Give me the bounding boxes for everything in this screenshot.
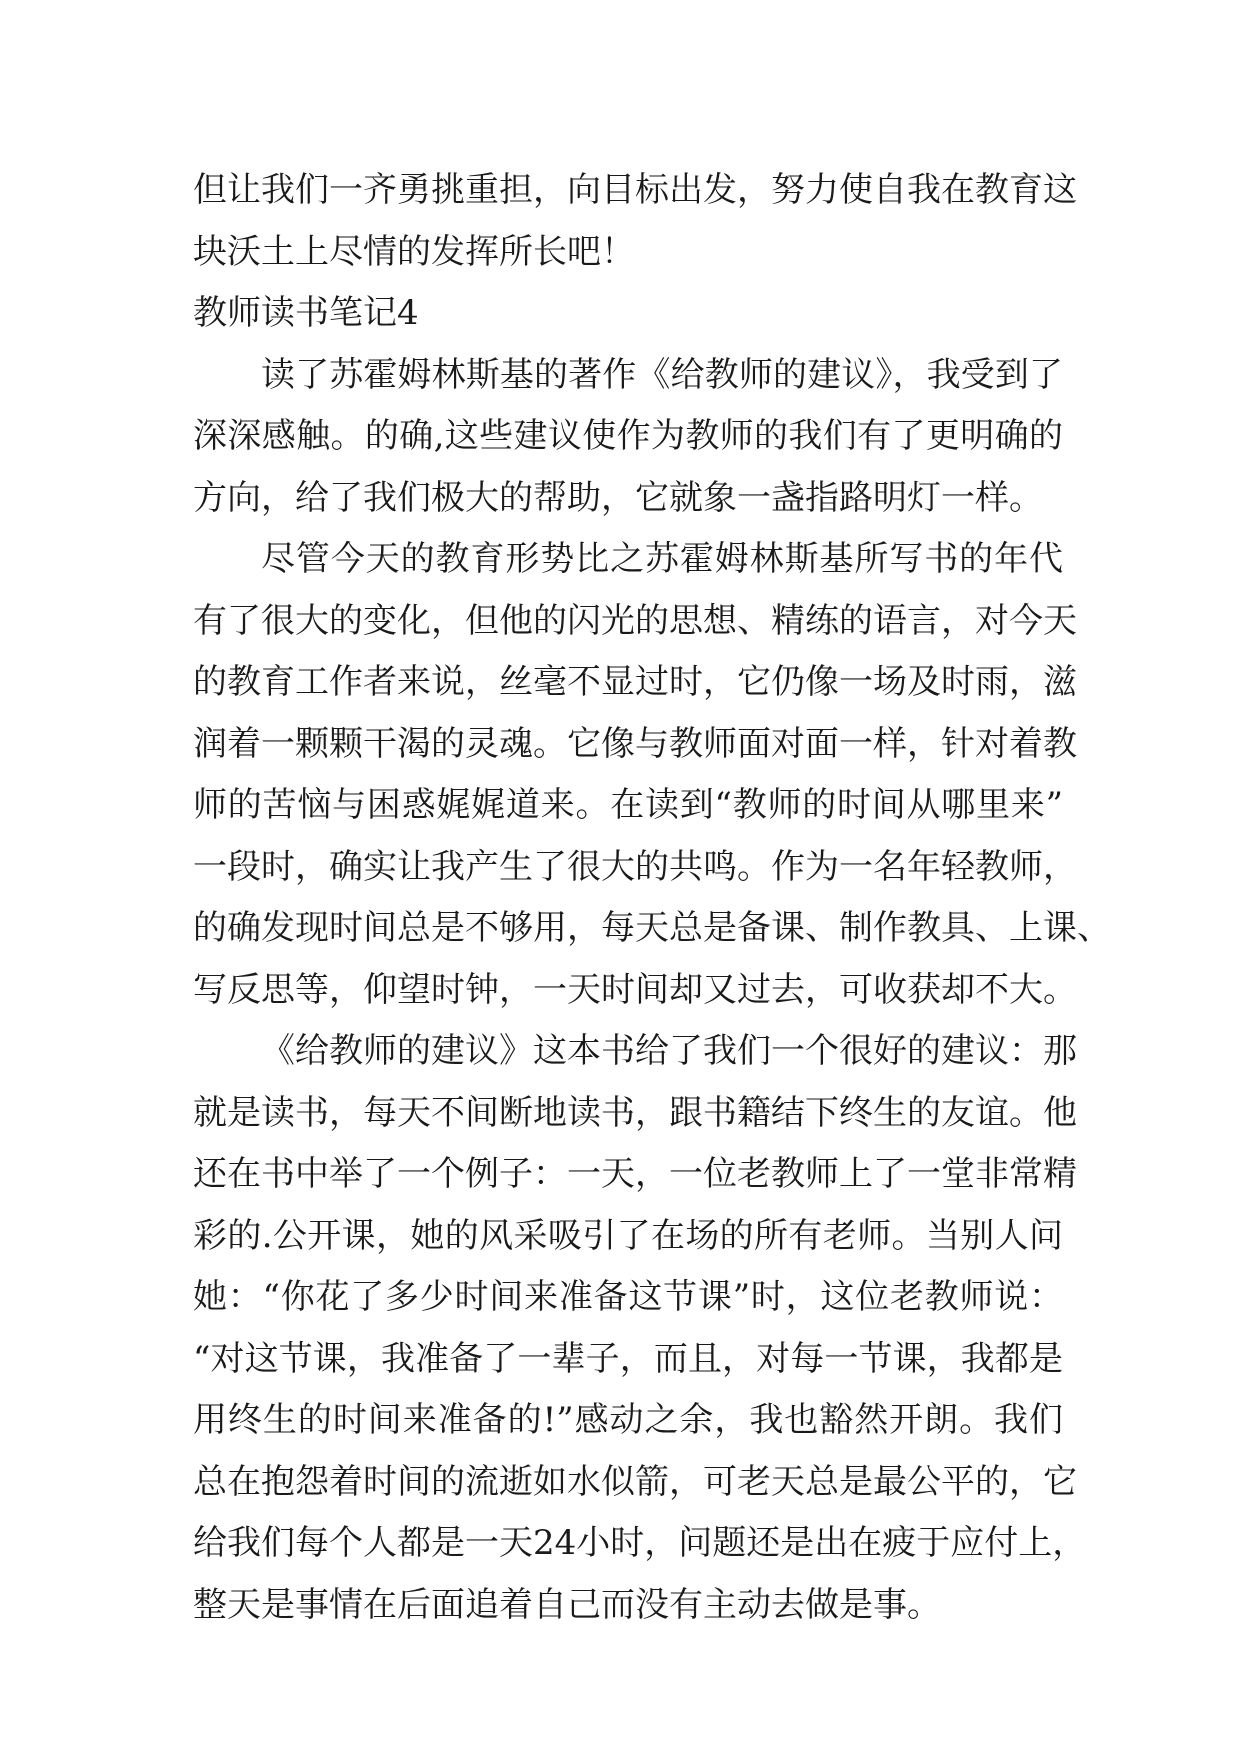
text-line: 就是读书，每天不间断地读书，跟书籍结下终生的友谊。他 [193, 1092, 1077, 1133]
opening-paragraph [193, 160, 1077, 283]
text-line: 有了很大的变化，但他的闪光的思想、精练的语言，对今天 [193, 600, 1077, 641]
text-line: “对这节课，我准备了一辈子，而且，对每一节课，我都是 [193, 1338, 1063, 1379]
text-line: 润着一颗颗干渴的灵魂。它像与教师面对面一样，针对着教 [193, 723, 1077, 764]
text-line: 一段时，确实让我产生了很大的共鸣。作为一名年轻教师， [193, 846, 1077, 887]
document-body [193, 160, 1111, 1636]
text-line: 写反思等，仰望时钟，一天时间却又过去，可收获却不大。 [193, 969, 1077, 1010]
text-line: 师的苦恼与困惑娓娓道来。在读到“教师的时间从哪里来” [193, 785, 1063, 825]
text-line: 整天是事情在后面追着自己而没有主动去做是事。 [193, 1584, 941, 1625]
text-line: 深深感触。的确,这些建议使作为教师的我们有了更明确的 [193, 416, 1063, 456]
text-line: 给我们每个人都是一天24小时，问题还是出在疲于应付上， [193, 1523, 1087, 1563]
text-line: 但让我们一齐勇挑重担，向目标出发，努力使自我在教育这 [193, 170, 1077, 210]
text-line: 《给教师的建议》这本书给了我们一个很好的建议：那 [261, 1031, 1077, 1071]
paragraph-1 [193, 345, 1063, 530]
text-line: 的确发现时间总是不够用，每天总是备课、制作教具、上课、 [193, 908, 1111, 948]
section-title: 教师读书笔记4 [193, 293, 419, 333]
text-line: 用终生的时间来准备的!”感动之余，我也豁然开朗。我们 [193, 1400, 1063, 1440]
text-line: 还在书中举了一个例子：一天，一位老教师上了一堂非常精 [193, 1154, 1077, 1194]
paragraph-2 [193, 529, 1111, 1021]
text-line: 尽管今天的教育形势比之苏霍姆林斯基所写书的年代 [261, 539, 1063, 579]
paragraph-3 [193, 1021, 1087, 1636]
text-line: 她：“你花了多少时间来准备这节课”时，这位老教师说： [193, 1277, 1063, 1317]
text-line: 读了苏霍姆林斯基的著作《给教师的建议》，我受到了 [261, 354, 1063, 395]
text-line: 总在抱怨着时间的流逝如水似箭，可老天总是最公平的，它 [193, 1461, 1077, 1502]
text-line: 块沃土上尽情的发挥所长吧！ [193, 231, 635, 272]
text-line: 方向，给了我们极大的帮助，它就象一盏指路明灯一样。 [193, 477, 1043, 518]
text-line: 的教育工作者来说，丝毫不显过时，它仍像一场及时雨，滋 [193, 662, 1077, 702]
text-line: 彩的.公开课，她的风采吸引了在场的所有老师。当别人问 [193, 1215, 1063, 1256]
